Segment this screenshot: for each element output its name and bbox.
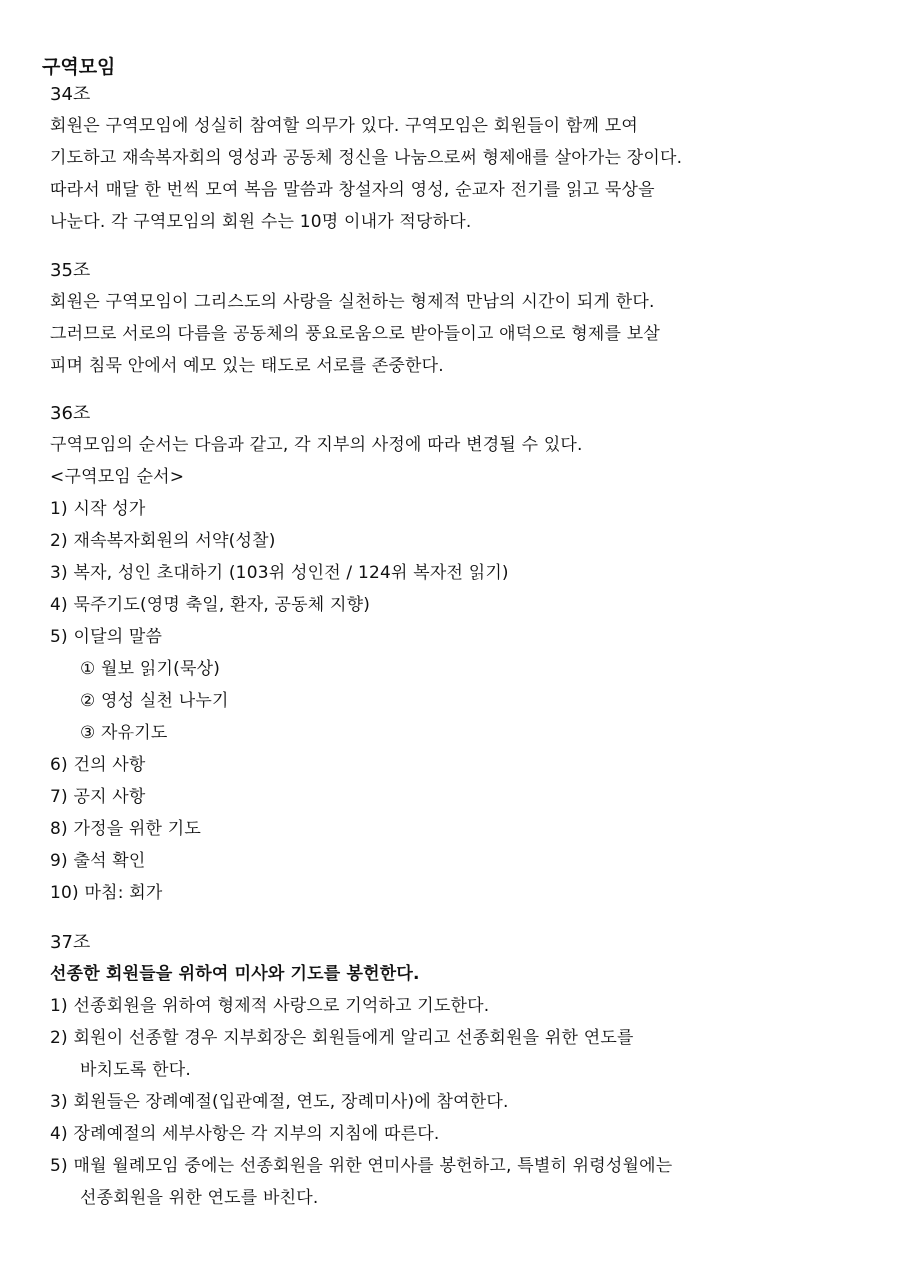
paragraph-line: 회원은 구역모임에 성실히 참여할 의무가 있다. 구역모임은 회원들이 함께 모여 [50, 116, 638, 136]
list-item: 10) 마침: 회가 [50, 883, 163, 903]
paragraph-line: 기도하고 재속복자회의 영성과 공동체 정신을 나눔으로써 형제애를 살아가는 장이다. [50, 148, 683, 168]
paragraph-line: 그러므로 서로의 다름을 공동체의 풍요로움으로 받아들이고 애덕으로 형제를 보살 [50, 324, 660, 344]
list-item: 1) 시작 성가 [50, 499, 146, 519]
article-37 [50, 928, 850, 1214]
list-item: 4) 장례예절의 세부사항은 각 지부의 지침에 따른다. [50, 1124, 440, 1144]
list-item: 6) 건의 사항 [50, 755, 146, 775]
article-36 [50, 399, 850, 909]
order-title: <구역모임 순서> [50, 467, 185, 487]
list-item: 9) 출석 확인 [50, 851, 146, 871]
article-heading: 35조 [50, 260, 91, 281]
paragraph-line: 구역모임의 순서는 다음과 같고, 각 지부의 사정에 따라 변경될 수 있다. [50, 435, 583, 455]
paragraph-line: 피며 침묵 안에서 예모 있는 태도로 서로를 존중한다. [50, 356, 444, 376]
list-item: 2) 재속복자회원의 서약(성찰) [50, 531, 276, 551]
list-item: 7) 공지 사항 [50, 787, 146, 807]
paragraph-line: 나눈다. 각 구역모임의 회원 수는 10명 이내가 적당하다. [50, 212, 472, 232]
list-item: 5) 이달의 말씀 [50, 627, 163, 647]
sub-list-item: ② 영성 실천 나누기 [80, 691, 229, 711]
article-35 [50, 256, 850, 382]
list-item-continuation: 바치도록 한다. [80, 1060, 191, 1080]
article-heading: 37조 [50, 932, 91, 953]
list-item: 5) 매월 월례모임 중에는 선종회원을 위한 연미사를 봉헌하고, 특별히 위령성월에는 [50, 1156, 673, 1176]
list-item: 2) 회원이 선종할 경우 지부회장은 회원들에게 알리고 선종회원을 위한 연도를 [50, 1028, 634, 1048]
list-item: 1) 선종회원을 위하여 형제적 사랑으로 기억하고 기도한다. [50, 996, 490, 1016]
list-item-continuation: 선종회원을 위한 연도를 바친다. [80, 1188, 319, 1208]
sub-list-item: ① 월보 읽기(묵상) [80, 659, 221, 679]
article-lead: 선종한 회원들을 위하여 미사와 기도를 봉헌한다. [50, 964, 420, 984]
section-title: 구역모임 [42, 56, 116, 78]
sub-list-item: ③ 자유기도 [80, 723, 168, 743]
list-item: 4) 묵주기도(영명 축일, 환자, 공동체 지향) [50, 595, 371, 615]
article-heading: 36조 [50, 403, 91, 424]
article-heading: 34조 [50, 84, 91, 105]
list-item: 8) 가정을 위한 기도 [50, 819, 202, 839]
list-item: 3) 복자, 성인 초대하기 (103위 성인전 / 124위 복자전 읽기) [50, 563, 509, 583]
paragraph-line: 회원은 구역모임이 그리스도의 사랑을 실천하는 형제적 만남의 시간이 되게 한다. [50, 292, 655, 312]
article-34 [50, 80, 850, 238]
paragraph-line: 따라서 매달 한 번씩 모여 복음 말씀과 창설자의 영성, 순교자 전기를 읽고 묵상을 [50, 180, 655, 200]
list-item: 3) 회원들은 장례예절(입관예절, 연도, 장례미사)에 참여한다. [50, 1092, 509, 1112]
